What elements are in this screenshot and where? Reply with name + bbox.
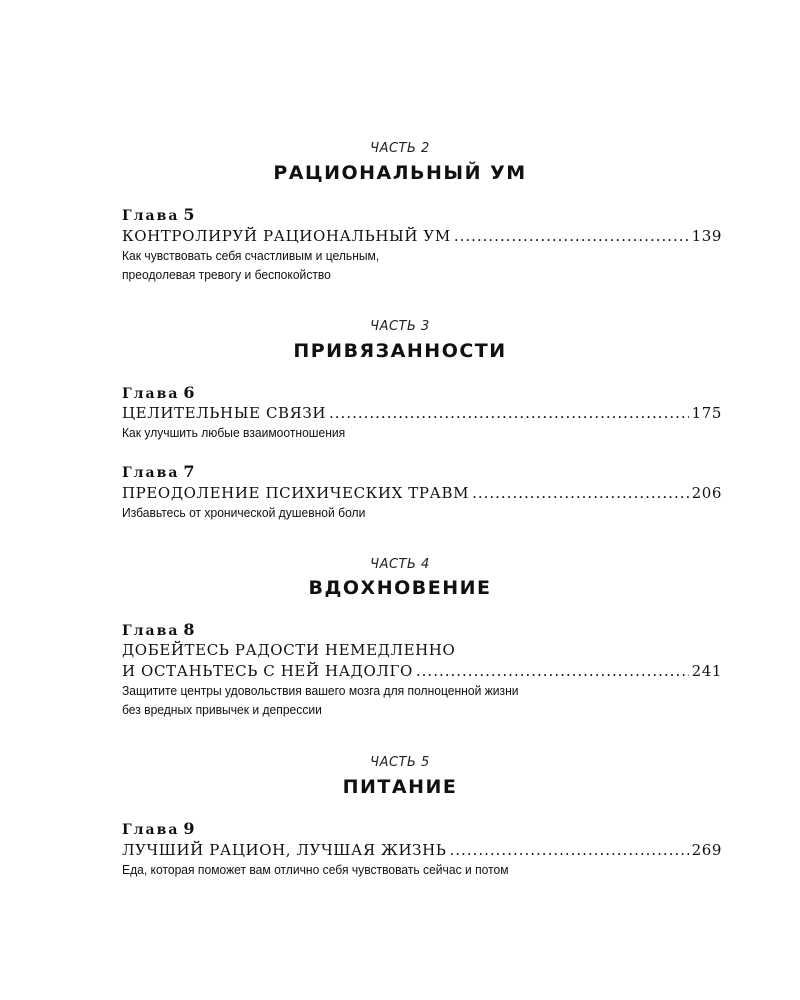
chapter-title: ЛУЧШИЙ РАЦИОН, ЛУЧШАЯ ЖИЗНЬ: [122, 841, 447, 859]
part-label: ЧАСТЬ 5: [370, 755, 430, 770]
toc-entry-line[interactable]: [122, 227, 722, 247]
chapter-title: И ОСТАНЬТЕСЬ С НЕЙ НАДОЛГО: [122, 662, 413, 680]
chapter-title: КОНТРОЛИРУЙ РАЦИОНАЛЬНЫЙ УМ: [122, 227, 451, 245]
chapter-label: [122, 462, 195, 481]
dot-leader: [450, 841, 689, 859]
chapter-title: ЦЕЛИТЕЛЬНЫЕ СВЯЗИ: [122, 404, 327, 422]
page-number: 139: [691, 227, 722, 245]
chapter-label: [122, 620, 195, 639]
chapter-label: [122, 383, 195, 402]
part-label: ЧАСТЬ 2: [370, 141, 430, 156]
chapter-description: Еда, которая поможет вам отлично себя чувствовать сейчас и потом: [122, 862, 509, 877]
toc-entry-line[interactable]: [122, 662, 722, 682]
chapter-description: Как улучшить любые взаимоотношения: [122, 425, 346, 440]
chapter-number: 8: [183, 620, 195, 639]
toc-entry-line[interactable]: [122, 404, 722, 424]
chapter-word: Глава: [122, 822, 180, 838]
chapter-description: Избавьтесь от хронической душевной боли: [122, 505, 366, 520]
chapter-word: Глава: [122, 465, 180, 481]
part-title: ПРИВЯЗАННОСТИ: [293, 340, 507, 362]
toc-entry-line[interactable]: [122, 841, 722, 861]
chapter-number: 7: [183, 462, 195, 481]
toc-entry-line[interactable]: [122, 484, 722, 504]
dot-leader: [472, 484, 689, 502]
part-title: РАЦИОНАЛЬНЫЙ УМ: [273, 162, 527, 184]
chapter-title[interactable]: ДОБЕЙТЕСЬ РАДОСТИ НЕМЕДЛЕННО: [122, 641, 456, 659]
part-label: ЧАСТЬ 4: [370, 557, 430, 572]
page-number: 206: [691, 484, 722, 502]
page-number: 269: [691, 841, 722, 859]
chapter-title: ПРЕОДОЛЕНИЕ ПСИХИЧЕСКИХ ТРАВМ: [122, 484, 470, 502]
part-title: ВДОХНОВЕНИЕ: [308, 577, 492, 599]
chapter-word: Глава: [122, 623, 180, 639]
chapter-word: Глава: [122, 386, 180, 402]
dot-leader: [416, 662, 689, 680]
chapter-description: Как чувствовать себя счастливым и цельным,: [122, 248, 380, 263]
page-number: 241: [691, 662, 722, 680]
chapter-word: Глава: [122, 208, 180, 224]
chapter-number: 9: [183, 819, 195, 838]
part-label: ЧАСТЬ 3: [370, 319, 430, 334]
dot-leader: [329, 404, 689, 422]
chapter-label: [122, 205, 195, 224]
chapter-number: 5: [183, 205, 195, 224]
page-number: 175: [691, 404, 722, 422]
chapter-description: преодолевая тревогу и беспокойство: [122, 267, 331, 282]
chapter-description: без вредных привычек и депрессии: [122, 702, 322, 717]
chapter-number: 6: [183, 383, 195, 402]
chapter-label: [122, 819, 195, 838]
dot-leader: [454, 227, 689, 245]
part-title: ПИТАНИЕ: [342, 776, 458, 798]
chapter-description: Защитите центры удовольствия вашего мозга для полноценной жизни: [122, 683, 519, 698]
